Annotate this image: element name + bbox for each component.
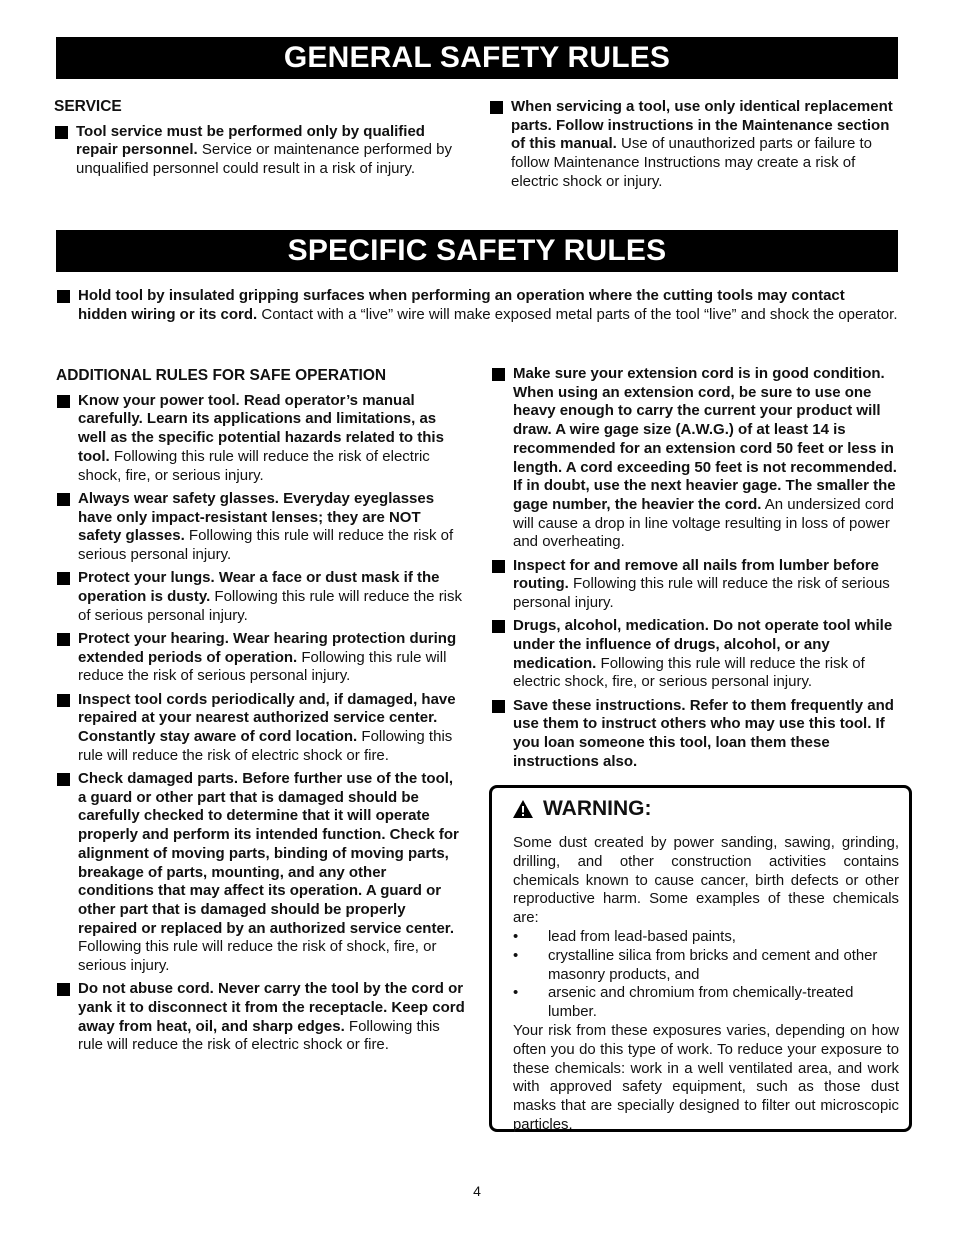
additional-rules-left bbox=[56, 367, 465, 1060]
rule-body-text: Following this rule will reduce the risk of electric shock or fire. bbox=[78, 1017, 440, 1054]
bullet-square-icon bbox=[492, 560, 505, 573]
rule-body-text: Following this rule will reduce the risk of serious personal injury. bbox=[78, 587, 463, 624]
rule-body-text: Following this rule will reduce the risk of electric shock, fire, or serious injury. bbox=[78, 447, 430, 484]
rule-item bbox=[491, 697, 897, 772]
bullet-square-icon bbox=[57, 633, 70, 646]
service-section-right bbox=[489, 98, 897, 196]
rule-bold-text: Hold tool by insulated gripping surfaces when performing an operation where the cutting tools may contact hidden wiring or its cord. bbox=[78, 287, 845, 323]
general-safety-rules-banner: GENERAL SAFETY RULES bbox=[56, 37, 898, 79]
rule-item bbox=[56, 569, 465, 625]
rule-bold-text: Check damaged parts. Before further use of the tool, a guard or other part that is damaged should be carefully checked to determine that it will operate properly and perform its intended function. Check for alignment of moving parts, binding of moving parts, breakage of parts, mounting, and any other conditions that may affect its operation. A guard or other part that is damaged should be properly repaired or replaced by an authorized service center. bbox=[78, 770, 459, 937]
rule-body-text: Following this rule will reduce the risk of serious personal injury. bbox=[78, 648, 447, 685]
rule-item bbox=[56, 980, 465, 1055]
rule-bold-text: Inspect tool cords periodically and, if damaged, have repaired at your nearest authorized service center. Constantly stay aware of cord location. bbox=[78, 690, 456, 746]
rule-bold-text: Drugs, alcohol, medication. Do not operate tool while under the influence of drugs, alcohol, or any medication. bbox=[513, 617, 893, 672]
rule-body-text: An undersized cord will cause a drop in line voltage resulting in loss of power and overheating. bbox=[513, 495, 894, 551]
rule-body-text: Following this rule will reduce the risk of serious personal injury. bbox=[513, 575, 890, 612]
additional-rules-heading: ADDITIONAL RULES FOR SAFE OPERATION bbox=[56, 367, 387, 384]
bullet-square-icon bbox=[492, 368, 505, 381]
warning-intro: Some dust created by power sanding, sawing, grinding, drilling, and other construction activities contains chemicals known to cause cancer, birth defects or other reproductive harm. Some examples of these chemicals are: bbox=[513, 835, 899, 927]
warning-title bbox=[513, 796, 899, 822]
rule-item bbox=[489, 98, 897, 192]
rule-bold-text: Know your power tool. Read operator’s manual carefully. Learn its applications and limitations, as well as the specific potential hazards related to this tool. bbox=[78, 391, 444, 465]
rule-bold-text: Do not abuse cord. Never carry the tool by the cord or yank it to disconnect it from the receptacle. Keep cord away from heat, oil, and sharp edges. bbox=[78, 980, 465, 1035]
bullet-square-icon bbox=[55, 126, 68, 139]
rule-body-text: Following this rule will reduce the risk of shock, fire, or serious injury. bbox=[78, 938, 437, 975]
warning-box bbox=[489, 785, 912, 1132]
rule-item bbox=[56, 287, 898, 324]
bullet-square-icon bbox=[57, 290, 70, 303]
list-item: • lead from lead-based paints, bbox=[513, 928, 899, 947]
rule-item bbox=[491, 365, 897, 552]
rule-bold-text: Tool service must be performed only by qualified repair personnel. bbox=[76, 122, 425, 159]
bullet-square-icon bbox=[57, 493, 70, 506]
warning-title-text: WARNING: bbox=[543, 797, 652, 820]
service-heading: SERVICE bbox=[54, 98, 122, 115]
bullet-square-icon bbox=[57, 572, 70, 585]
rule-item bbox=[56, 691, 465, 766]
rule-item bbox=[56, 630, 465, 686]
rule-item bbox=[56, 392, 465, 486]
rule-bold-text: Always wear safety glasses. Everyday eyeglasses have only impact-resistant lenses; they are NOT safety glasses. bbox=[78, 489, 435, 545]
rule-body-text: Following this rule will reduce the risk of electric shock or fire. bbox=[78, 728, 453, 764]
rule-bold-text: Protect your lungs. Wear a face or dust mask if the operation is dusty. bbox=[78, 569, 440, 605]
bullet-square-icon bbox=[57, 773, 70, 786]
rule-item bbox=[56, 770, 465, 976]
warning-outro: Your risk from these exposures varies, depending on how often you do this type of work. To reduce your exposure to these chemicals: work in a well ventilated area, and work with approved safety equipment, such as those dust masks that are specially designed to filter out microscopic particles. bbox=[513, 1022, 899, 1133]
rule-bold-text: When servicing a tool, use only identical replacement parts. Follow instructions in the Maintenance section of this manual. bbox=[511, 98, 893, 153]
rule-body-text: Following this rule will reduce the risk of electric shock, fire, or serious personal injury. bbox=[513, 654, 865, 691]
specific-intro bbox=[56, 287, 898, 329]
bullet-square-icon bbox=[57, 694, 70, 707]
page-number: 4 bbox=[473, 1183, 481, 1199]
bullet-square-icon bbox=[492, 700, 505, 713]
additional-rules-right bbox=[491, 365, 897, 776]
rule-bold-text: Protect your hearing. Wear hearing protection during extended periods of operation. bbox=[78, 629, 457, 666]
rule-body-text: Use of unauthorized parts or failure to follow Maintenance Instructions may create a risk of electric shock or injury. bbox=[511, 135, 872, 190]
specific-safety-rules-banner: SPECIFIC SAFETY RULES bbox=[56, 230, 898, 272]
rule-bold-text: Make sure your extension cord is in good condition. When using an extension cord, be sure to use one heavy enough to carry the current your product will draw. A wire gage size (A.W.G.) of at least 14 is recommended for an extension cord 50 feet or less in length. A cord exceeding 50 feet is not recommended. If in doubt, use the next heavier gage. The smaller the gage number, the heavier the cord. bbox=[513, 365, 897, 513]
bullet-square-icon bbox=[57, 983, 70, 996]
list-item: • crystalline silica from bricks and cement and other masonry products, and bbox=[513, 947, 899, 985]
bullet-square-icon bbox=[57, 395, 70, 408]
rule-item bbox=[491, 557, 897, 613]
bullet-square-icon bbox=[492, 620, 505, 633]
rule-body-text: Following this rule will reduce the risk of serious personal injury. bbox=[78, 527, 454, 563]
warning-triangle-icon bbox=[512, 799, 534, 819]
rule-item bbox=[491, 617, 897, 692]
list-item: • arsenic and chromium from chemically-treated lumber. bbox=[513, 984, 899, 1022]
rule-body-text: Service or maintenance performed by unqualified personnel could result in a risk of injury. bbox=[76, 141, 453, 178]
warning-list bbox=[513, 928, 899, 1022]
service-section bbox=[54, 98, 459, 183]
rule-item bbox=[54, 123, 459, 179]
rule-bold-text: Inspect for and remove all nails from lumber before routing. bbox=[513, 556, 879, 593]
rule-body-text: Contact with a “live” wire will make exposed metal parts of the tool “live” and shock the operator. bbox=[261, 305, 898, 323]
bullet-square-icon bbox=[490, 101, 503, 114]
rule-bold-text: Save these instructions. Refer to them frequently and use them to instruct others who may use this tool. If you loan someone this tool, loan them these instructions also. bbox=[513, 696, 894, 770]
rule-item bbox=[56, 490, 465, 565]
